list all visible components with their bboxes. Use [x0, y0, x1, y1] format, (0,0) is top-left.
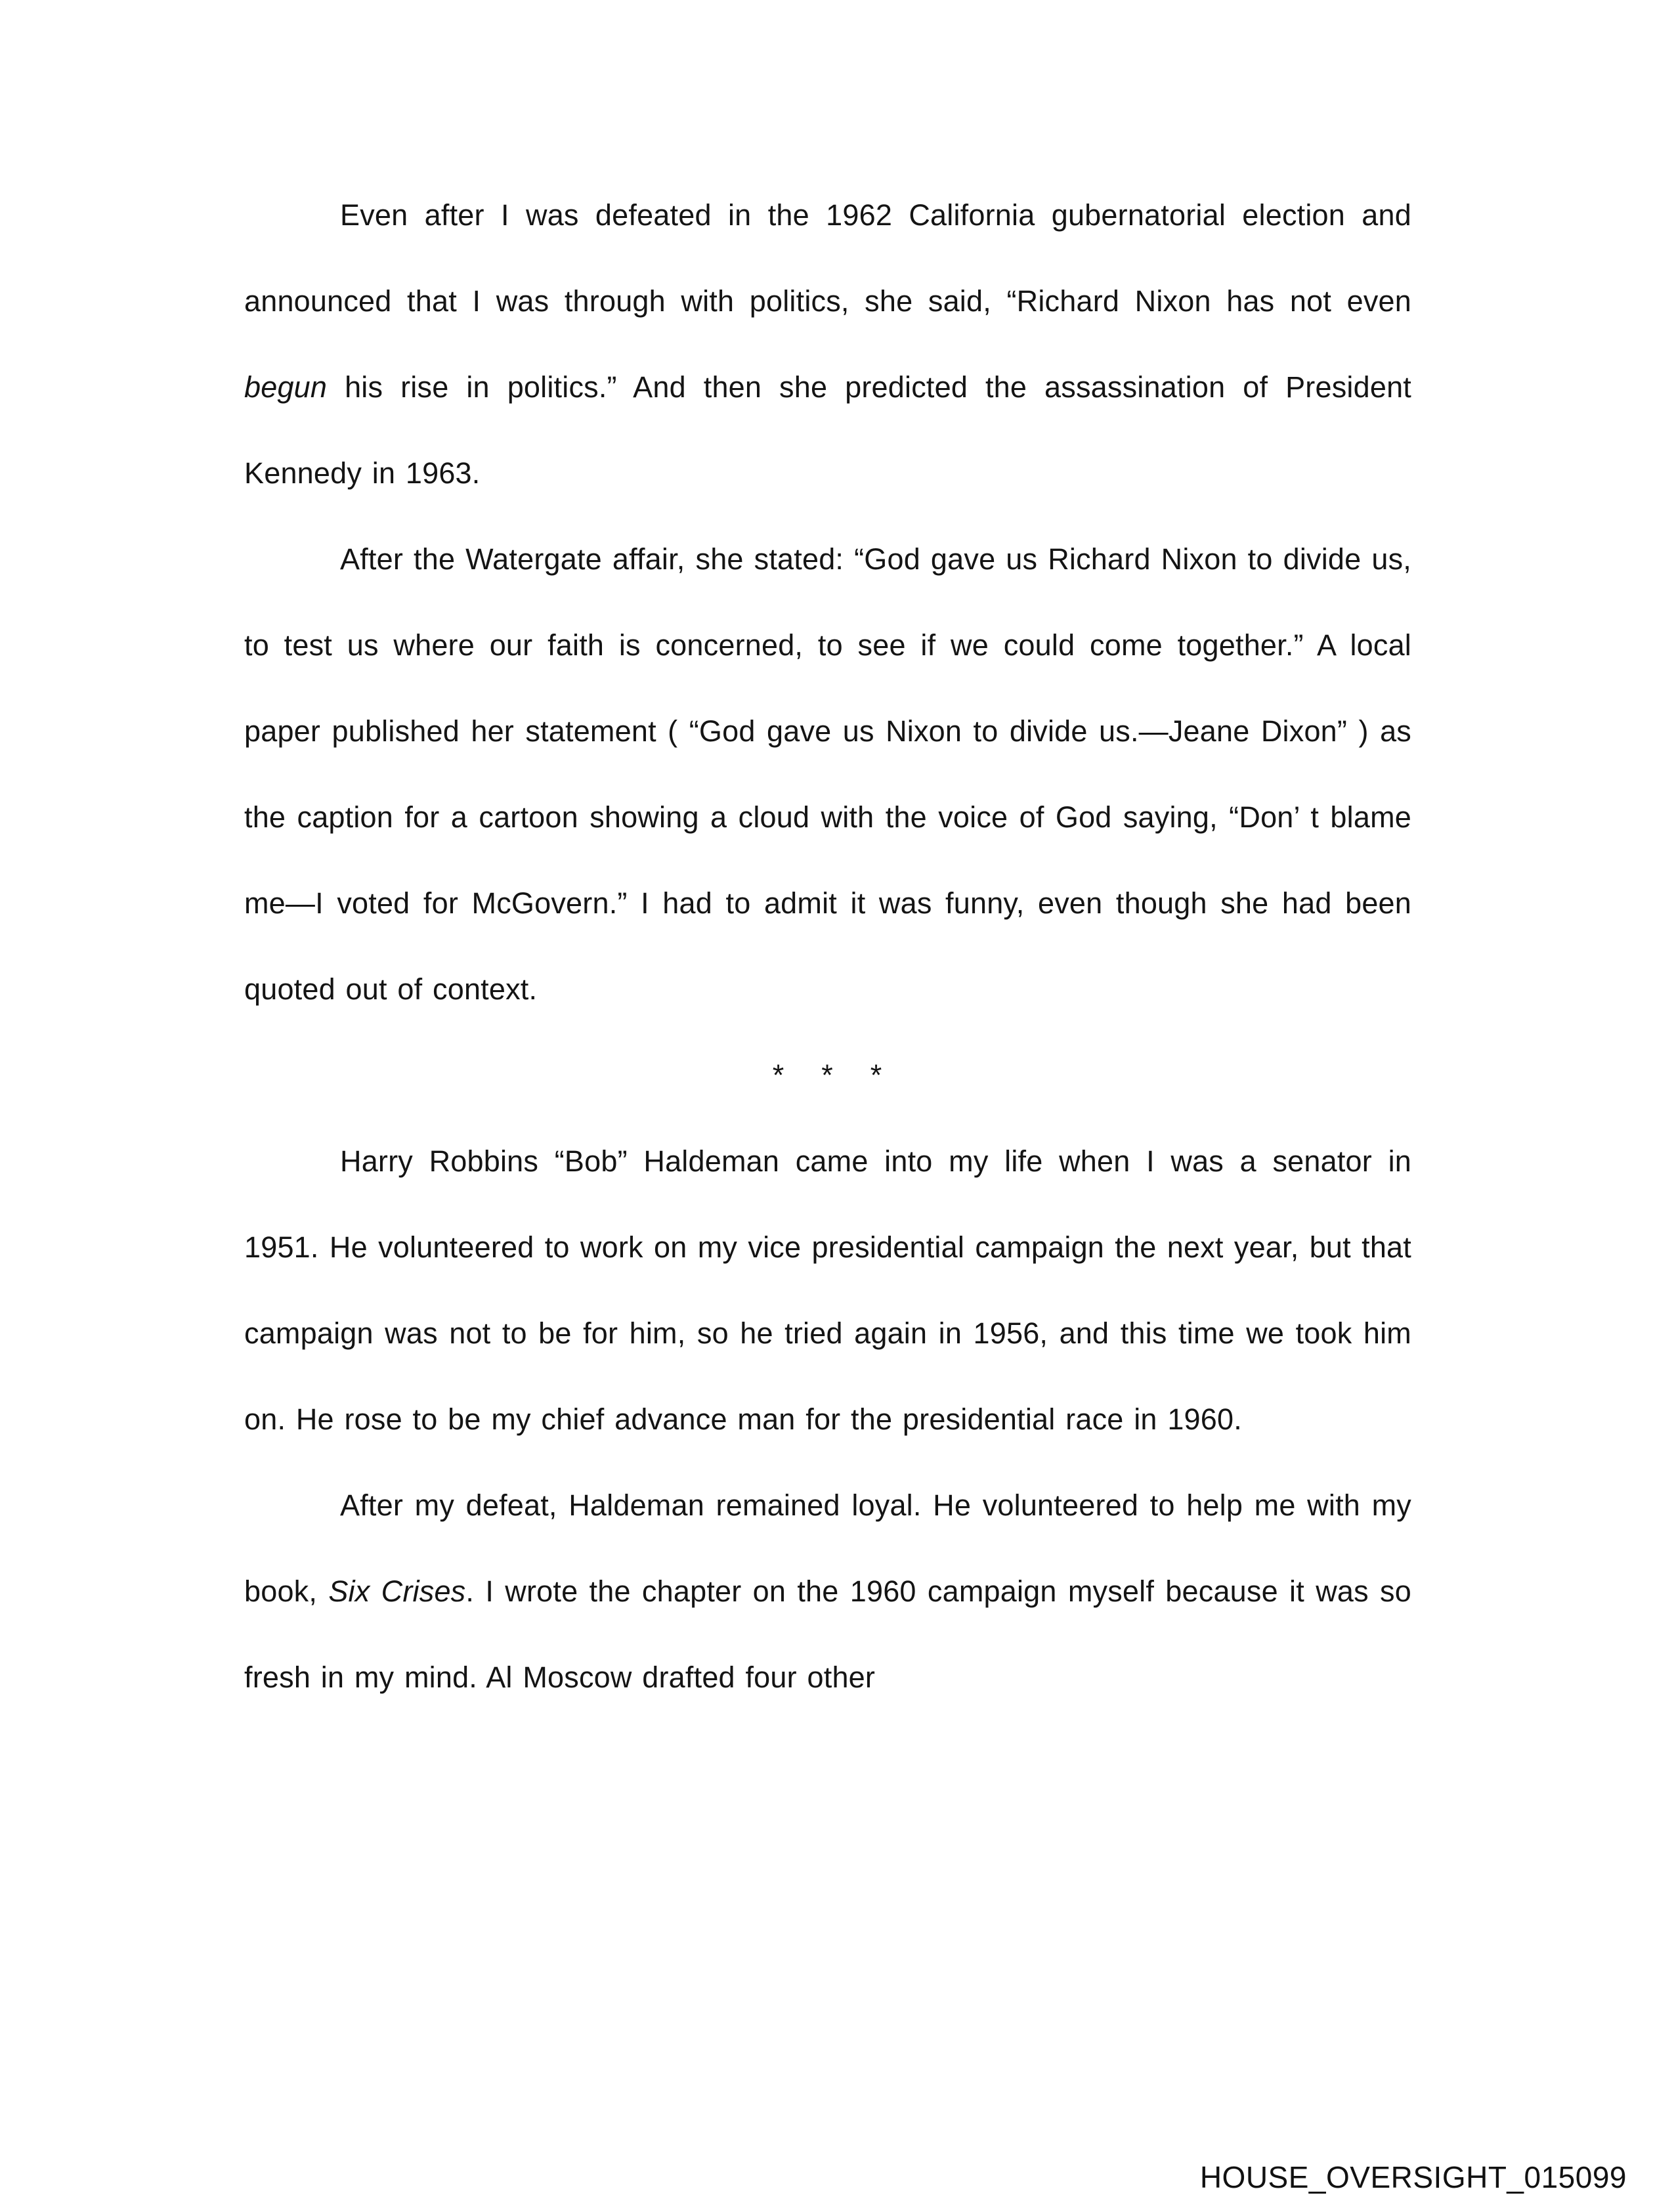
paragraph-watergate-quote — [244, 516, 1411, 1032]
paragraph-jeane-dixon-prediction — [244, 172, 1411, 516]
text-run-italic: begun — [244, 370, 328, 404]
text-run: his rise in politics.” And then she predicted the assassination of President Kennedy in 1963. — [244, 370, 1411, 490]
page-body — [244, 172, 1411, 1720]
text-run: After the Watergate affair, she stated: “God gave us Richard Nixon to divide us, to test us where our faith is concerned, to see if we could come together.” A local paper published her statement ( “God gave us Nixon to divide us.—Jeane Dixon” ) as the caption for a cartoon showing a cloud with the voice of God saying, “Don’ t blame me—I voted for McGovern.” I had to admit it was funny, even though she had been quoted out of context. — [244, 542, 1411, 1006]
paragraph-after-defeat — [244, 1462, 1411, 1720]
section-separator: * * * — [772, 1058, 884, 1092]
text-run: After my defeat, Haldeman remained loyal. He volunteered to help me with my book, — [244, 1488, 1411, 1608]
text-run: Even after I was defeated in the 1962 California gubernatorial election and announced that I was through with politics, she said, “Richard Nixon has not even — [244, 198, 1411, 318]
bates-number: HOUSE_OVERSIGHT_015099 — [1199, 2160, 1627, 2194]
paragraph-haldeman-intro — [244, 1118, 1411, 1462]
text-run-italic: Six Crises — [328, 1574, 466, 1608]
text-run: Harry Robbins “Bob” Haldeman came into my life when I was a senator in 1951. He volunteered to work on my vice presidential campaign the next year, but that campaign was not to be for him, so he tried again in 1956, and this time we took him on. He rose to be my chief advance man for the presidential race in 1960. — [244, 1144, 1411, 1436]
text-run: . I wrote the chapter on the 1960 campaign myself because it was so fresh in my mind. Al Moscow drafted four other — [244, 1574, 1411, 1694]
